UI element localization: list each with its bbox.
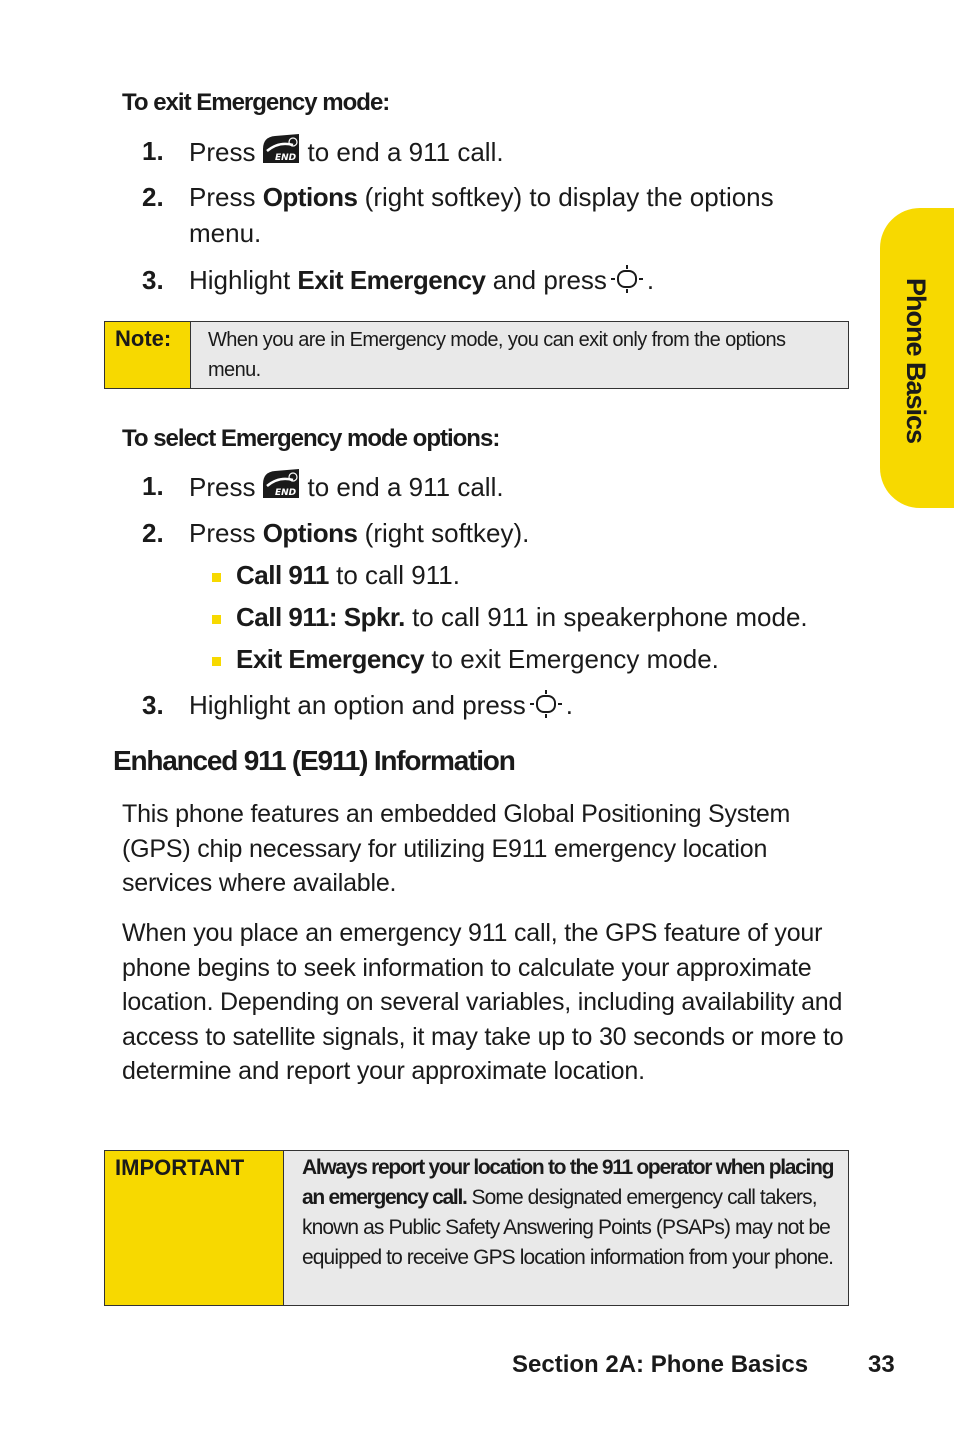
exit-heading: To exit Emergency mode: [122, 89, 390, 116]
bullet-marker [212, 657, 221, 666]
step-number: 3. [142, 265, 164, 295]
step-text-after: (right softkey). [364, 518, 530, 548]
step-text: Press [189, 137, 256, 167]
step-end: . [646, 265, 655, 295]
step-number: 2. [142, 518, 164, 548]
section-tab-label: Phone Basics [901, 278, 931, 444]
svg-text:END: END [275, 153, 297, 163]
note-box [104, 321, 849, 389]
bullet-marker [212, 615, 221, 624]
step-bold: Options [262, 518, 358, 548]
e911-heading: Enhanced 911 (E911) Information [113, 745, 515, 776]
step-text-after: to end a 911 call. [307, 137, 504, 167]
footer-section: Section 2A: Phone Basics [512, 1351, 809, 1378]
end-key-icon [259, 133, 303, 165]
step-text-after: (right softkey) to display the options [364, 182, 774, 212]
step-text-line2: menu. [189, 218, 262, 248]
section-tab [880, 208, 954, 508]
e911-paragraph-1: This phone features an embedded Global Positioning System (GPS) chip necessary for utilizing E911 emergency location services where available. [122, 800, 791, 898]
bullet-bold: Call 911: Spkr. [236, 602, 405, 632]
important-body: Some designated emergency call takers, known as Public Safety Answering Points (PSAPs) may not be equipped to receive GPS location information from your phone. [302, 1186, 834, 1269]
step-number: 1. [142, 136, 164, 166]
step-text: Highlight [189, 265, 291, 295]
step-text-after: to end a 911 call. [307, 472, 504, 502]
important-label: IMPORTANT [105, 1151, 284, 1305]
step-text: Highlight an option and press [189, 690, 526, 720]
bullet-text: to call 911 in speakerphone mode. [412, 602, 808, 632]
important-text [302, 1153, 837, 1273]
bullet-marker [212, 573, 221, 582]
important-bold: Always report your location to the 911 operator when placing an emergency call. [302, 1156, 834, 1209]
step-bold: Options [262, 182, 358, 212]
note-label: Note: [105, 322, 191, 388]
step-text-after: and press [492, 265, 607, 295]
step-number: 2. [142, 182, 164, 212]
svg-text:END: END [275, 488, 297, 498]
step-bold: Exit Emergency [297, 265, 486, 295]
ok-key-icon [528, 690, 564, 718]
step-end: . [565, 690, 574, 720]
step-text: Press [189, 472, 256, 502]
end-key-icon [259, 468, 303, 500]
step-number: 1. [142, 471, 164, 501]
bullet-bold: Call 911 [236, 560, 329, 590]
page-number: 33 [868, 1351, 895, 1378]
note-text: When you are in Emergency mode, you can exit only from the options menu. [208, 329, 786, 381]
ok-key-icon [609, 265, 645, 293]
bullet-text: to call 911. [336, 560, 460, 590]
bullet-bold: Exit Emergency [236, 644, 425, 674]
step-text: Press [189, 182, 256, 212]
select-heading: To select Emergency mode options: [122, 425, 500, 452]
step-text: Press [189, 518, 256, 548]
important-box [104, 1150, 849, 1306]
step-number: 3. [142, 690, 164, 720]
e911-paragraph-2: When you place an emergency 911 call, the GPS feature of your phone begins to seek information to calculate your approximate location. Depending on several variables, including availability and access to satellite signals, it may take up to 30 seconds or more to determine and report your approximate location. [122, 919, 844, 1086]
bullet-text: to exit Emergency mode. [431, 644, 719, 674]
